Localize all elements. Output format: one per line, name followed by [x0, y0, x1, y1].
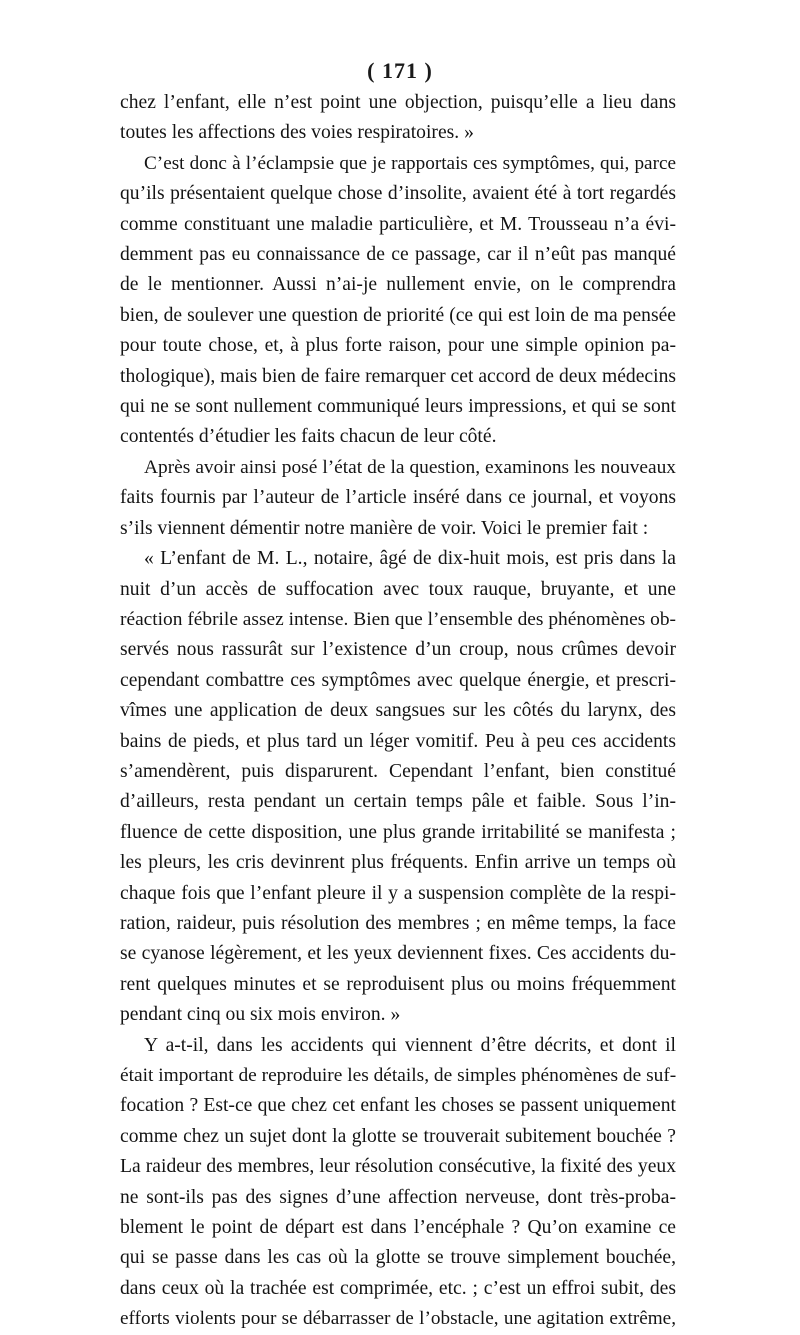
text-line: fluence de cette disposition, une plus grande irritabilité se manifesta ; — [120, 821, 676, 843]
text-line: servés nous rassurât sur l’existence d’un croup, nous crûmes devoir — [120, 639, 676, 661]
text-line: Y a-t-il, dans les accidents qui viennent d’être décrits, et dont il — [144, 1034, 676, 1056]
text-line: thologique), mais bien de faire remarquer cet accord de deux médecins — [120, 365, 676, 387]
text-line: blement le point de départ est dans l’encéphale ? Qu’on examine ce — [120, 1217, 676, 1239]
text-line: vîmes une application de deux sangsues sur les côtés du larynx, des — [120, 700, 676, 722]
text-line: qui ne se sont nullement communiqué leurs impressions, et qui se sont — [120, 396, 676, 418]
text-line: contentés d’étudier les faits chacun de leur côté. — [120, 426, 497, 448]
text-line: était important de reproduire les détails, de simples phénomènes de suf- — [120, 1065, 677, 1086]
text-line: de le mentionner. Aussi n’ai-je nullement envie, on le comprendra — [120, 274, 676, 296]
body-text — [120, 88, 676, 1335]
text-line: bains de pieds, et plus tard un léger vomitif. Peu à peu ces accidents — [120, 730, 676, 752]
text-line: pour toute chose, et, à plus forte raison, pour une simple opinion pa- — [120, 335, 676, 357]
text-line: toutes les affections des voies respiratoires. » — [120, 122, 474, 144]
text-line: réaction fébrile assez intense. Bien que l’ensemble des phénomènes ob- — [120, 608, 676, 630]
text-line: rent quelques minutes et se reproduisent plus ou moins fréquemment — [120, 973, 676, 995]
text-line: qui se passe dans les cas où la glotte se trouve simplement bouchée, — [120, 1247, 676, 1269]
text-line: pendant cinq ou six mois environ. » — [120, 1004, 401, 1026]
text-line: comme constituant une maladie particulière, et M. Trousseau n’a évi- — [120, 213, 676, 235]
text-line: se cyanose légèrement, et les yeux deviennent fixes. Ces accidents du- — [120, 943, 676, 965]
text-line: s’ils viennent démentir notre manière de voir. Voici le premier fait : — [120, 517, 649, 539]
text-line: comme chez un sujet dont la glotte se trouverait subitement bouchée ? — [120, 1125, 676, 1147]
text-line: chez l’enfant, elle n’est point une objection, puisqu’elle a lieu dans — [120, 92, 676, 113]
text-line: dans ceux où la trachée est comprimée, etc. ; c’est un effroi subit, des — [120, 1277, 676, 1299]
page-number: ( 171 ) — [367, 58, 433, 83]
text-line: efforts violents pour se débarrasser de l’obstacle, une agitation extrême, — [120, 1308, 676, 1330]
text-line: chaque fois que l’enfant pleure il y a suspension complète de la respi- — [120, 882, 676, 904]
text-line: Après avoir ainsi posé l’état de la question, examinons les nouveaux — [144, 456, 676, 478]
text-line: demment pas eu connaissance de ce passage, car il n’eût pas manqué — [120, 244, 676, 266]
text-line: ration, raideur, puis résolution des membres ; en même temps, la face — [120, 912, 676, 934]
text-line: faits fournis par l’auteur de l’article inséré dans ce journal, et voyons — [120, 487, 676, 509]
text-line: les pleurs, les cris devinrent plus fréquents. Enfin arrive un temps où — [120, 852, 676, 874]
text-line: cependant combattre ces symptômes avec quelque énergie, et prescri- — [120, 669, 676, 691]
text-line: d’ailleurs, resta pendant un certain temps pâle et faible. Sous l’in- — [120, 791, 676, 813]
text-line: « L’enfant de M. L., notaire, âgé de dix-huit mois, est pris dans la — [144, 548, 676, 570]
text-line: C’est donc à l’éclampsie que je rapportais ces symptômes, qui, parce — [144, 152, 676, 174]
text-line: bien, de soulever une question de priorité (ce qui est loin de ma pensée — [120, 304, 676, 326]
text-line: nuit d’un accès de suffocation avec toux rauque, bruyante, et une — [120, 578, 676, 600]
text-line: La raideur des membres, leur résolution consécutive, la fixité des yeux — [120, 1156, 676, 1178]
text-line: ne sont-ils pas des signes d’une affection nerveuse, dont très-proba- — [120, 1186, 676, 1208]
text-line: s’amendèrent, puis disparurent. Cependant l’enfant, bien constitué — [120, 760, 676, 782]
text-line: focation ? Est-ce que chez cet enfant les choses se passent uniquement — [120, 1095, 676, 1117]
text-line: qu’ils présentaient quelque chose d’insolite, avaient été à tort regardés — [120, 183, 676, 205]
